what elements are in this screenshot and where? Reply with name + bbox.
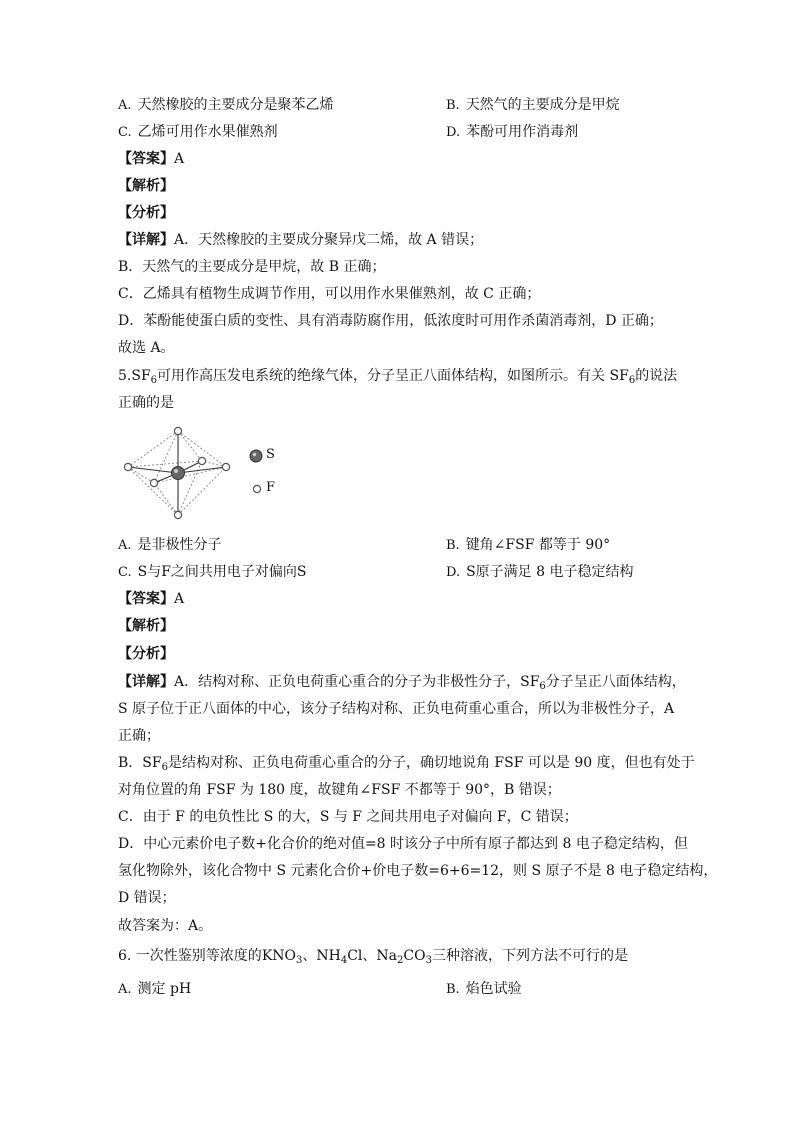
q4-detail-line: 【详解】A．天然橡胶的主要成分聚异戊二烯，故 A 错误； [118,232,484,248]
q5-option-a: A. 是非极性分子 [118,537,222,553]
q6-option-a: A. 测定 pH [118,981,192,997]
q5-option-d: D. S原子满足 8 电子稳定结构 [446,564,634,580]
q5-detail-line: D 错误； [118,890,176,906]
q5-stem: $5.SF_6$可用作高压发电系统的绝缘气体，分子呈正八面体结构，如图所示。有关 $SF_6$的说法 [118,368,678,386]
f-atom [174,427,181,434]
legend-f-icon [253,485,260,492]
q5-fenxi-tag: 【分析】 [118,646,174,662]
q4-analysis-tag: 【解析】 [118,178,174,194]
q4-fenxi-tag: 【分析】 [118,205,174,221]
q4-option-b: B. 天然气的主要成分是甲烷 [446,97,620,113]
q5-detail-line: D．中心元素价电子数+化合价的绝对值=8 时该分子中所有原子都达到 8 电子稳定结构，但 [118,836,688,852]
q5-conclusion: 故答案为：A。 [118,918,213,934]
q4-conclusion: 故选 A。 [118,340,175,356]
q4-option-a: A. 天然橡胶的主要成分是聚苯乙烯 [118,97,334,113]
f-atom [150,479,157,486]
q4-option-c: C. 乙烯可用作水果催熟剂 [118,124,278,140]
q5-option-b: B. 键角∠FSF 都等于 90° [446,537,611,553]
f-atom [124,463,131,470]
q5-detail-line: B．$SF_6$是结构对称、正负电荷重心重合的分子，确切地说角 FSF 可以是 90 度，但也有处于 [118,755,695,773]
q5-stem-line2: 正确的是 [118,395,174,411]
q4-detail-line: C．乙烯具有植物生成调节作用，可以用作水果催熟剂，故 C 正确； [118,286,541,302]
s-atom [172,467,185,480]
q5-detail-line: 【详解】A．结构对称、正负电荷重心重合的分子为非极性分子，$SF_6$分子呈正八面体结构， [118,674,686,692]
sf6-octahedron-figure [118,423,293,523]
q5-analysis-tag: 【解析】 [118,618,174,634]
q4-option-d: D. 苯酚可用作消毒剂 [446,124,579,140]
q4-answer: 【答案】A [118,151,185,167]
q6-option-b: B. 焰色试验 [446,981,522,997]
q5-detail-line: 氢化物除外，该化合物中 S 元素化合价+价电子数=6+6=12，则 S 原子不是 8 电子稳定结构， [118,863,718,879]
legend-s-icon [250,450,262,462]
q4-detail-line: D．苯酚能使蛋白质的变性、具有消毒防腐作用，低浓度时可用作杀菌消毒剂，D 正确； [118,313,663,329]
legend-s-label: S [266,447,275,462]
f-atom [222,463,229,470]
s-atom-highlight [174,469,178,473]
legend-s-highlight [253,453,257,457]
q5-detail-line: 对角位置的角 FSF 为 180 度，故键角∠FSF 不都等于 90°，B 错误； [118,782,561,798]
q4-detail-line: B．天然气的主要成分是甲烷，故 B 正确； [118,259,386,275]
q5-detail-line: S 原子位于正八面体的中心，该分子结构对称、正负电荷重心重合，所以为非极性分子，A [118,701,675,717]
q5-detail-line: C．由于 F 的电负性比 S 的大，S 与 F 之间共用电子对偏向 F，C 错误； [118,809,578,825]
q5-option-c: C. S与F之间共用电子对偏向S [118,564,307,580]
q6-stem: 6. 一次性鉴别等浓度的$KNO_3$、$NH_4Cl$、$Na_2CO_3$三种溶液，下列方法不可行的是 [118,948,628,966]
legend-f-label: F [266,480,276,495]
f-atom [198,457,205,464]
f-atom [174,511,181,518]
q5-answer: 【答案】A [118,591,185,607]
q5-detail-line: 正确； [118,728,160,744]
